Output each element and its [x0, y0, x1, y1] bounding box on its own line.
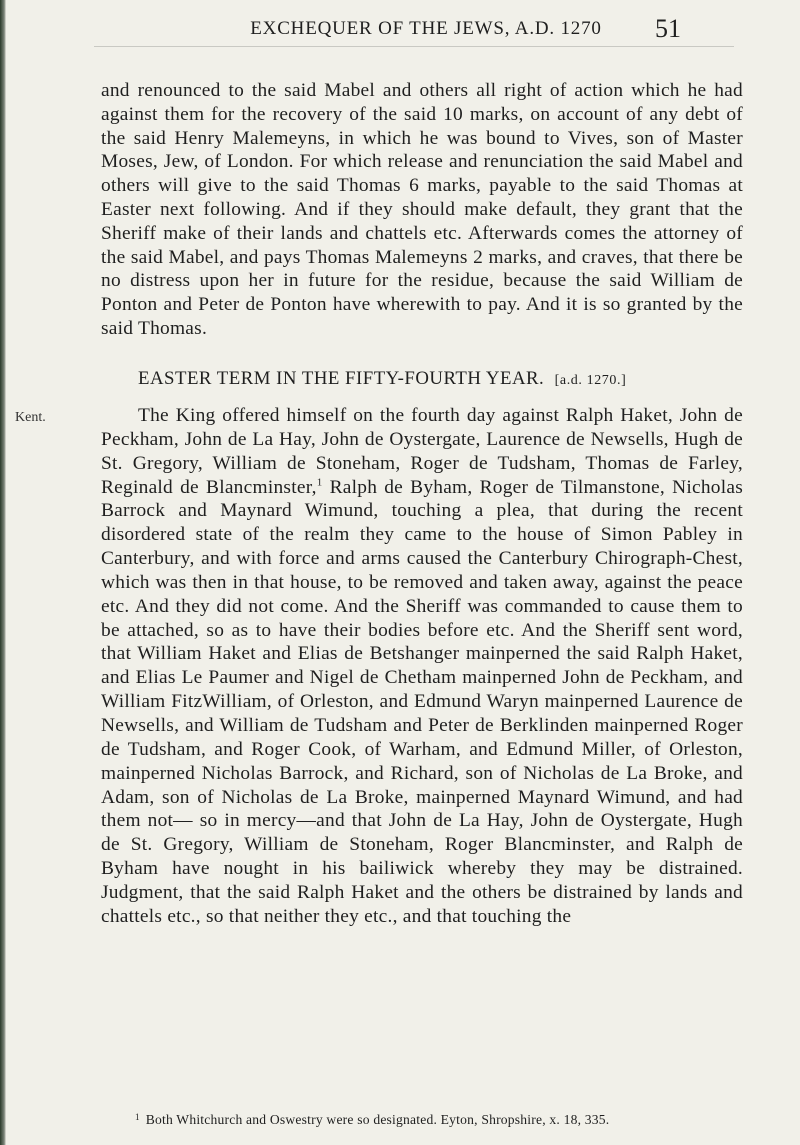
section-title: EASTER TERM IN THE FIFTY-FOURTH YEAR. [138, 368, 545, 389]
page-number: 51 [655, 14, 681, 43]
margin-note-county: Kent. [15, 410, 46, 425]
running-head: EXCHEQUER OF THE JEWS, A.D. 1270 [250, 18, 602, 39]
page-binding-edge [0, 0, 6, 1145]
footnote-mark: 1 [135, 1112, 140, 1122]
footnote-text: Both Whitchurch and Oswestry were so designated. Eyton, Shropshire, x. 18, 335. [145, 1112, 610, 1127]
section-date: [a.d. 1270.] [554, 373, 627, 388]
footnote [135, 1112, 755, 1128]
footnote-reference: 1 [316, 476, 323, 489]
text-before-note: The King offered himself on the fourth day against Ralph Haket, John de Peckham, John de La Hay, John de Oystergate, Laurence de Newsells, Hugh de St. Gregory, William de Stoneham, Roger de Tudsham, Thomas de Farley, Reginald de Blancminster, [101, 405, 743, 498]
plea-paragraph [101, 404, 743, 929]
section-heading [138, 368, 626, 390]
header-rule [94, 46, 734, 47]
paragraph-text: and renounced to the said Mabel and others all right of action which he had against them for the recovery of the said 10 marks, on account of any debt of the said Henry Malemeyns, in which he was bound to Vives, son of Master Moses, Jew, of London. For which release and renunciation the said Mabel and others will give to the said Thomas 6 marks, payable to the said Thomas at Easter next following. And if they should make default, they grant that the Sheriff make of their lands and chattels etc. Afterwards comes the attorney of the said Mabel, and pays Thomas Malemeyns 2 marks, and craves, that there be no distress upon her in future for the residue, because the said William de Ponton and Peter de Ponton have wherewith to pay. And it is so granted by the said Thomas. [101, 80, 743, 339]
text-after-note: Ralph de Byham, Roger de Tilmanstone, Nicholas Barrock and Maynard Wimund, touching a plea, that during the recent disordered state of the realm they came to the house of Simon Pabley in Canterbury, and with force and arms caused the Canterbury Chirograph-Chest, which was then in that house, to be removed and taken away, against the peace etc. And they did not come. And the Sheriff was commanded to cause them to be attached, so as to have their bodies before etc. And the Sheriff sent word, that William Haket and Elias de Betshanger mainperned the said Ralph Haket, and Elias Le Paumer and Nigel de Chetham mainperned John de Peckham, and William FitzWilliam, of Orleston, and Edmund Waryn mainperned Laurence de Newsells, and William de Tudsham and Peter de Berklinden mainperned Roger de Tudsham, and Roger Cook, of Warham, and Edmund Miller, of Orleston, mainperned Nicholas Barrock, and Richard, son of Nicholas de La Broke, and Adam, son of Nicholas de La Broke, mainperned Maynard Wimund, and had them not— so in mercy—and that John de La Hay, John de Oystergate, Hugh de St. Gregory, William de Stoneham, Roger Blancminster, and Ralph de Byham have nought in his bailiwick whereby they may be distrained. Judgment, that the said Ralph Haket and the others be distrained by lands and chattels etc., so that neither they etc., and that touching the [101, 476, 743, 927]
paragraph-text [101, 404, 743, 929]
opening-paragraph [101, 79, 743, 341]
